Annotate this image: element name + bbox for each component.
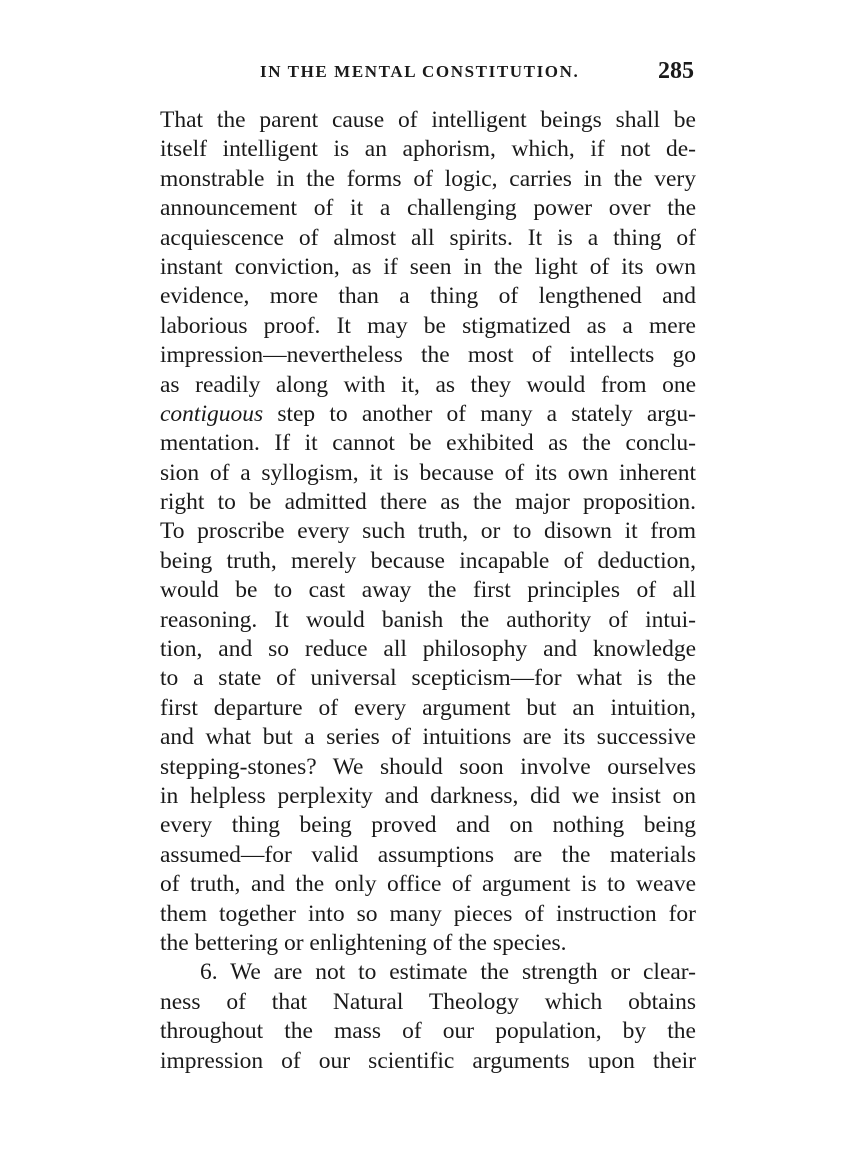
paragraph-start-line: 6. We are not to estimate the strength or clear- — [200, 959, 696, 986]
text-line: every thing being proved and on nothing being — [160, 812, 696, 839]
text-line: impression—nevertheless the most of intellects go — [160, 342, 696, 369]
text-line: That the parent cause of intelligent beings shall be — [160, 107, 696, 133]
text-line: as readily along with it, as they would from one — [160, 371, 696, 398]
text-line: to a state of universal scepticism—for what is the — [160, 665, 696, 692]
text-line: throughout the mass of our population, by the — [160, 1018, 696, 1045]
text-line: announcement of it a challenging power over the — [160, 195, 696, 222]
text-line: assumed—for valid assumptions are the materials — [160, 841, 696, 868]
text-line: instant conviction, as if seen in the light of its own — [160, 253, 696, 280]
text-line: mentation. If it cannot be exhibited as the conclu- — [160, 430, 696, 457]
running-head — [160, 58, 696, 90]
text-line: would be to cast away the first principles of all — [160, 577, 696, 604]
text-line: them together into so many pieces of instruction for — [160, 900, 696, 927]
text-line: ness of that Natural Theology which obtains — [160, 988, 696, 1015]
text-line: and what but a series of intuitions are its successive — [160, 724, 696, 751]
text-line: tion, and so reduce all philosophy and knowledge — [160, 636, 696, 663]
text-line: sion of a syllogism, it is because of its own inherent — [160, 459, 696, 486]
text-line: laborious proof. It may be stigmatized as a mere — [160, 312, 696, 339]
body-text — [160, 106, 696, 1076]
text-line: evidence, more than a thing of lengthened and — [160, 283, 696, 310]
text-line: in helpless perplexity and darkness, did we insist on — [160, 782, 696, 809]
paragraph-end-line: the bettering or enlightening of the species. — [160, 929, 567, 956]
text-line: right to be admitted there as the major proposition. — [160, 489, 696, 516]
text-line-rest: step to another of many a stately argu- — [263, 400, 696, 427]
italic-word: contiguous — [160, 400, 264, 427]
text-line: impression of our scientific arguments upon their — [160, 1047, 696, 1074]
text-line: monstrable in the forms of logic, carries in the very — [160, 165, 696, 192]
text-line: reasoning. It would banish the authority of intui- — [160, 606, 696, 633]
text-line: To proscribe every such truth, or to disown it from — [160, 518, 696, 545]
text-line: itself intelligent is an aphorism, which, if not de- — [160, 136, 696, 163]
text-line: stepping-stones? We should soon involve ourselves — [160, 753, 696, 780]
running-title: IN THE MENTAL CONSTITUTION. — [260, 62, 580, 81]
text-line: acquiescence of almost all spirits. It is a thing of — [160, 224, 696, 251]
text-line: being truth, merely because incapable of deduction, — [160, 547, 696, 574]
text-line-with-italic — [160, 400, 696, 429]
text-line: of truth, and the only office of argument is to weave — [160, 871, 696, 898]
page-number: 285 — [658, 58, 694, 84]
text-line: first departure of every argument but an intuition, — [160, 694, 696, 721]
